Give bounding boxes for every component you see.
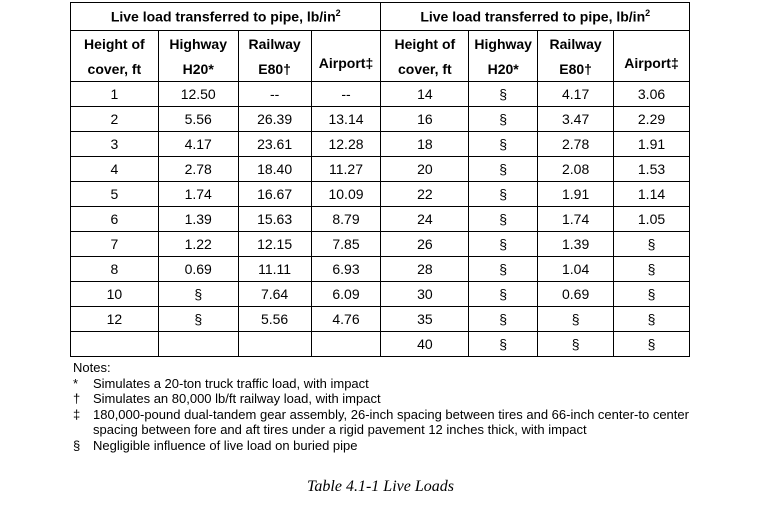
- table-cell: §: [469, 132, 538, 157]
- note-text: 180,000-pound dual-tandem gear assembly, 26-inch spacing between tires and 66-inch center-to center spacing between fore and aft tires under a rigid pavement 12 inches thick, with impact: [93, 406, 689, 437]
- table-cell: 24: [381, 207, 469, 232]
- col-header: cover, ft: [71, 56, 159, 82]
- note-symbol: †: [73, 391, 81, 406]
- table-cell: §: [469, 282, 538, 307]
- note-item: [73, 391, 733, 407]
- col-header: Height of: [71, 31, 159, 57]
- table-cell: 4.17: [538, 82, 614, 107]
- table-cell: 23.61: [238, 132, 311, 157]
- col-header: E80†: [238, 56, 311, 82]
- table-cell: 10: [71, 282, 159, 307]
- table-cell: 1.14: [614, 182, 690, 207]
- table-cell: [238, 332, 311, 357]
- table-cell: --: [238, 82, 311, 107]
- table-cell: 1.74: [158, 182, 238, 207]
- table-cell: §: [158, 307, 238, 332]
- table-cell: 26: [381, 232, 469, 257]
- col-header: Airport‡: [311, 31, 381, 82]
- group-header-right: Live load transferred to pipe, $lb/in^2$: [381, 3, 690, 31]
- table-cell: 6.93: [311, 257, 381, 282]
- table-cell: 7.64: [238, 282, 311, 307]
- table-cell: §: [469, 107, 538, 132]
- table-row: [71, 132, 690, 157]
- table-row: [71, 332, 690, 357]
- table-cell: §: [158, 282, 238, 307]
- table-cell: 13.14: [311, 107, 381, 132]
- table-cell: 10.09: [311, 182, 381, 207]
- table-cell: [71, 332, 159, 357]
- table-cell: 26.39: [238, 107, 311, 132]
- table-cell: 2.78: [158, 157, 238, 182]
- table-cell: §: [538, 307, 614, 332]
- table-row: [71, 207, 690, 232]
- table-cell: §: [614, 257, 690, 282]
- table-cell: [158, 332, 238, 357]
- table-cell: §: [469, 207, 538, 232]
- note-item: [73, 407, 733, 438]
- table-cell: §: [538, 332, 614, 357]
- table-cell: 6.09: [311, 282, 381, 307]
- table-row: [71, 82, 690, 107]
- table-cell: 4.76: [311, 307, 381, 332]
- table-cell: 18.40: [238, 157, 311, 182]
- table-cell: §: [469, 157, 538, 182]
- live-loads-table: [70, 2, 690, 357]
- table-cell: 12.15: [238, 232, 311, 257]
- table-cell: 5.56: [158, 107, 238, 132]
- table-cell: 1: [71, 82, 159, 107]
- table-cell: 14: [381, 82, 469, 107]
- note-symbol: ‡: [73, 406, 81, 422]
- table-cell: 8.79: [311, 207, 381, 232]
- note-item: [73, 376, 733, 392]
- table-cell: 1.39: [538, 232, 614, 257]
- table-cell: §: [469, 307, 538, 332]
- table-cell: 40: [381, 332, 469, 357]
- table-cell: 4: [71, 157, 159, 182]
- table-cell: §: [469, 332, 538, 357]
- note-text: Negligible influence of live load on buried pipe: [93, 437, 358, 453]
- table-cell: 1.74: [538, 207, 614, 232]
- table-cell: 16: [381, 107, 469, 132]
- table-row: [71, 257, 690, 282]
- col-header: Airport‡: [614, 31, 690, 82]
- table-cell: 2.78: [538, 132, 614, 157]
- table-cell: 3.06: [614, 82, 690, 107]
- table-cell: §: [469, 82, 538, 107]
- table-cell: 3.47: [538, 107, 614, 132]
- col-header: Railway: [538, 31, 614, 57]
- table-cell: §: [614, 232, 690, 257]
- table-cell: 2.08: [538, 157, 614, 182]
- table-cell: 1.91: [614, 132, 690, 157]
- notes-section: [73, 360, 733, 453]
- table-cell: 11.27: [311, 157, 381, 182]
- table-cell: §: [614, 332, 690, 357]
- table-cell: 15.63: [238, 207, 311, 232]
- col-header: Height of: [381, 31, 469, 57]
- table-cell: 1.05: [614, 207, 690, 232]
- table-cell: 12: [71, 307, 159, 332]
- table-cell: 35: [381, 307, 469, 332]
- table-cell: 1.22: [158, 232, 238, 257]
- table-cell: §: [614, 307, 690, 332]
- table-cell: 30: [381, 282, 469, 307]
- table-row: [71, 307, 690, 332]
- col-header: H20*: [469, 56, 538, 82]
- note-symbol: *: [73, 375, 79, 391]
- table-cell: 7.85: [311, 232, 381, 257]
- table-cell: 7: [71, 232, 159, 257]
- table-row: [71, 182, 690, 207]
- table-cell: 5.56: [238, 307, 311, 332]
- table-cell: 20: [381, 157, 469, 182]
- table-cell: 12.28: [311, 132, 381, 157]
- table-cell: §: [614, 282, 690, 307]
- table-cell: 0.69: [158, 257, 238, 282]
- table-cell: 6: [71, 207, 159, 232]
- table-row: [71, 232, 690, 257]
- notes-title: Notes:: [73, 360, 111, 375]
- table-cell: §: [469, 182, 538, 207]
- table-cell: 3: [71, 132, 159, 157]
- table-cell: §: [469, 232, 538, 257]
- table-row: [71, 107, 690, 132]
- table-cell: 16.67: [238, 182, 311, 207]
- table-cell: 0.69: [538, 282, 614, 307]
- table-caption: Table 4.1-1 Live Loads: [307, 478, 454, 495]
- table-cell: §: [469, 257, 538, 282]
- col-header: E80†: [538, 56, 614, 82]
- table-cell: 1.39: [158, 207, 238, 232]
- table-cell: 12.50: [158, 82, 238, 107]
- note-symbol: §: [73, 437, 81, 453]
- table-cell: 18: [381, 132, 469, 157]
- col-header: Highway: [158, 31, 238, 57]
- table-cell: 2: [71, 107, 159, 132]
- table-cell: --: [311, 82, 381, 107]
- table-row: [71, 282, 690, 307]
- col-header: Highway: [469, 31, 538, 57]
- table-cell: 2.29: [614, 107, 690, 132]
- table-cell: 5: [71, 182, 159, 207]
- table-cell: 28: [381, 257, 469, 282]
- col-header: H20*: [158, 56, 238, 82]
- note-text: Simulates an 80,000 lb/ft railway load, with impact: [93, 391, 381, 406]
- table-cell: 4.17: [158, 132, 238, 157]
- table-cell: 8: [71, 257, 159, 282]
- table-row: [71, 157, 690, 182]
- group-header-left: Live load transferred to pipe, $lb/in^2$: [71, 3, 381, 31]
- table-cell: [311, 332, 381, 357]
- note-text: Simulates a 20-ton truck traffic load, with impact: [93, 375, 369, 391]
- table-cell: 1.53: [614, 157, 690, 182]
- note-item: [73, 438, 733, 454]
- table-cell: 22: [381, 182, 469, 207]
- table-cell: 11.11: [238, 257, 311, 282]
- table-cell: 1.04: [538, 257, 614, 282]
- table-cell: 1.91: [538, 182, 614, 207]
- col-header: Railway: [238, 31, 311, 57]
- col-header: cover, ft: [381, 56, 469, 82]
